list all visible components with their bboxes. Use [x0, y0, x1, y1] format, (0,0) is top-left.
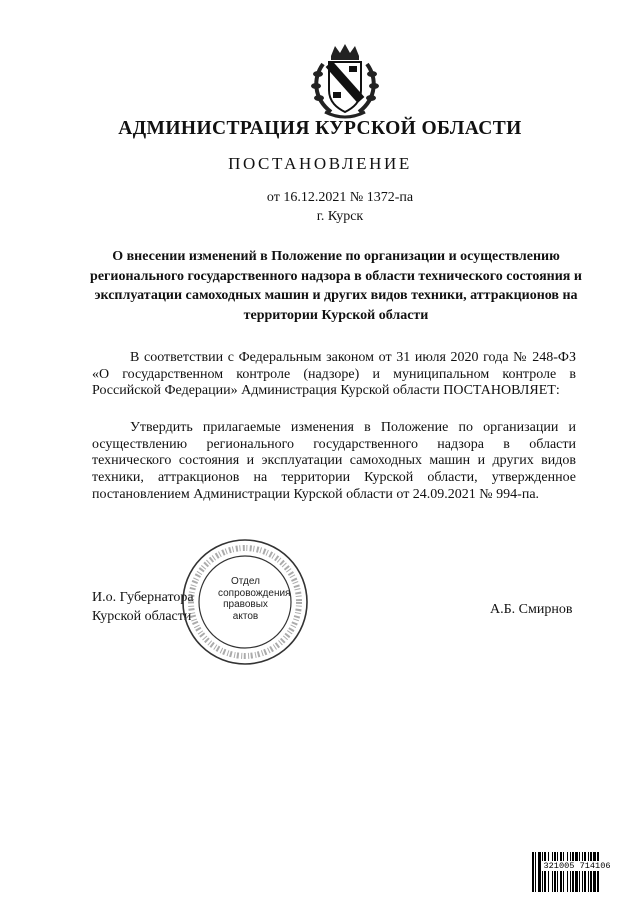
stamp-line-2: сопровождения [218, 587, 291, 599]
body-paragraph-preamble: В соответствии с Федеральным законом от 31 июля 2020 года № 248-ФЗ «О государственном контроле (надзоре) и муниципальном контроле в Российской Федерации» Администрация Курской области ПОСТАНОВЛЯЕТ: [92, 350, 576, 399]
body-paragraph-resolution: Утвердить прилагаемые изменения в Положение по организации и осуществлению регионального государственного надзора в области технического состояния и эксплуатации самоходных машин и других видов техники, аттракционов на территории Курской области, утвержденное постановлением Администрации Курской области от 24.09.2021 № 994-па. [92, 420, 576, 502]
stamp-line-4: актов [232, 610, 259, 622]
stamp-line-1: Отдел [231, 576, 260, 587]
signatory-position-line-2: Курской области [92, 609, 192, 624]
organization-title: АДМИНИСТРАЦИЯ КУРСКОЙ ОБЛАСТИ [118, 118, 522, 139]
document-date-number: от 16.12.2021 № 1372-па [266, 190, 414, 205]
document-subject: О внесении изменений в Положение по организации и осуществлению регионального государственного надзора в области технического состояния и эксплуатации самоходных машин и других видов техники, аттракционов на территории Курской области [90, 249, 582, 323]
stamp-text [218, 576, 291, 622]
barcode-number: 321005 714106 [543, 861, 611, 871]
signatory-position-line-1: И.о. Губернатора [92, 590, 194, 605]
signatory-name: А.Б. Смирнов [490, 602, 573, 617]
document-type: ПОСТАНОВЛЕНИЕ [228, 154, 412, 173]
signatory-position [92, 588, 194, 626]
barcode-graphic [532, 852, 622, 892]
document-city: г. Курск [316, 209, 364, 224]
coat-of-arms-icon [309, 42, 381, 120]
stamp-line-3: правовых [223, 599, 268, 611]
